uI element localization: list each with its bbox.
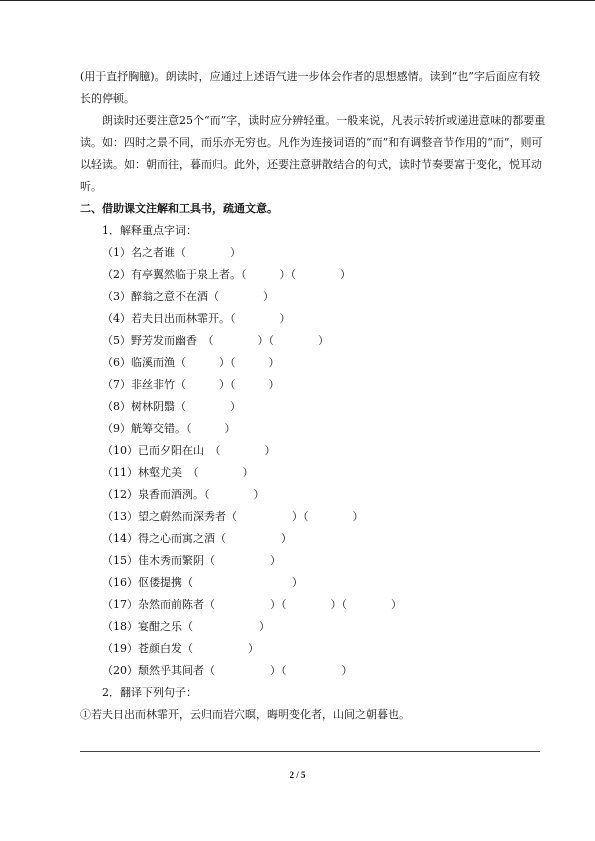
paragraph-tone: (用于直抒胸臆)。朗读时，应通过上述语气进一步体会作者的思想感情。读到“也”字后面应有较长的停顿。 — [80, 70, 540, 105]
footer-rule — [80, 751, 540, 752]
paragraph-er-reading: 朗读时还要注意25个“而”字，读时应分辨轻重。一般来说，凡表示转折或递进意味的都要重读。如：四时之景不同，而乐亦无穷也。凡作为连接词语的“而”和有调整音节作用的“而”，则可以轻读。如：朝而往，暮而归。此外，还要注意骈散结合的句式，读时节奏要富于变化，悦耳动听。 — [80, 114, 546, 193]
sub-heading-translation: 2．翻译下列句子： — [102, 686, 197, 699]
vocabulary-item-15: （15）佳木秀而繁阴（ ） — [102, 554, 281, 567]
vocabulary-item-19: （19）苍颜白发（ ） — [102, 642, 259, 655]
vocabulary-item-6: （6）临溪而渔（ ）（ ） — [102, 356, 280, 369]
top-rule — [0, 0, 595, 1]
translation-sentence-1: ①若夫日出而林霏开，云归而岩穴暝，晦明变化者，山间之朝暮也。 — [80, 708, 410, 721]
vocabulary-item-3: （3）醉翁之意不在酒（ ） — [102, 290, 274, 303]
vocabulary-item-8: （8）树林阴翳（ ） — [102, 400, 241, 413]
vocabulary-item-5: （5）野芳发而幽香 （ ）（ ） — [102, 334, 329, 347]
vocabulary-item-2: （2）有亭翼然临于泉上者。（ ）（ ） — [102, 268, 351, 281]
sub-heading-vocabulary: 1．解释重点字词： — [102, 224, 197, 237]
vocabulary-item-12: （12）泉香而酒洌。（ ） — [102, 488, 265, 501]
vocabulary-item-9: （9）觥筹交错。（ ） — [102, 422, 236, 435]
document-body — [80, 66, 550, 726]
vocabulary-item-18: （18）宴酣之乐（ ） — [102, 620, 270, 633]
vocabulary-item-7: （7）非丝非竹（ ）（ ） — [102, 378, 280, 391]
vocabulary-list — [80, 242, 550, 682]
vocabulary-item-20: （20）颓然乎其间者（ ）（ ） — [102, 664, 353, 677]
vocabulary-item-17: （17）杂然而前陈者（ ）（ ）（ ） — [102, 598, 402, 611]
section-title: 二、借助课文注解和工具书，疏通文意。 — [80, 202, 278, 215]
vocabulary-item-1: （1）名之者谁（ ） — [102, 246, 241, 259]
vocabulary-item-10: （10）已而夕阳在山 （ ） — [102, 444, 276, 457]
page-number: 2 / 5 — [289, 770, 306, 780]
vocabulary-item-13: （13）望之蔚然而深秀者（ ）（ ） — [102, 510, 364, 523]
vocabulary-item-4: （4）若夫日出而林霏开。（ ） — [102, 312, 291, 325]
vocabulary-item-14: （14）得之心而寓之酒（ ） — [102, 532, 292, 545]
vocabulary-item-16: （16）伛偻提携（ ） — [102, 576, 303, 589]
vocabulary-item-11: （11）林壑尤美 （ ） — [102, 466, 254, 479]
